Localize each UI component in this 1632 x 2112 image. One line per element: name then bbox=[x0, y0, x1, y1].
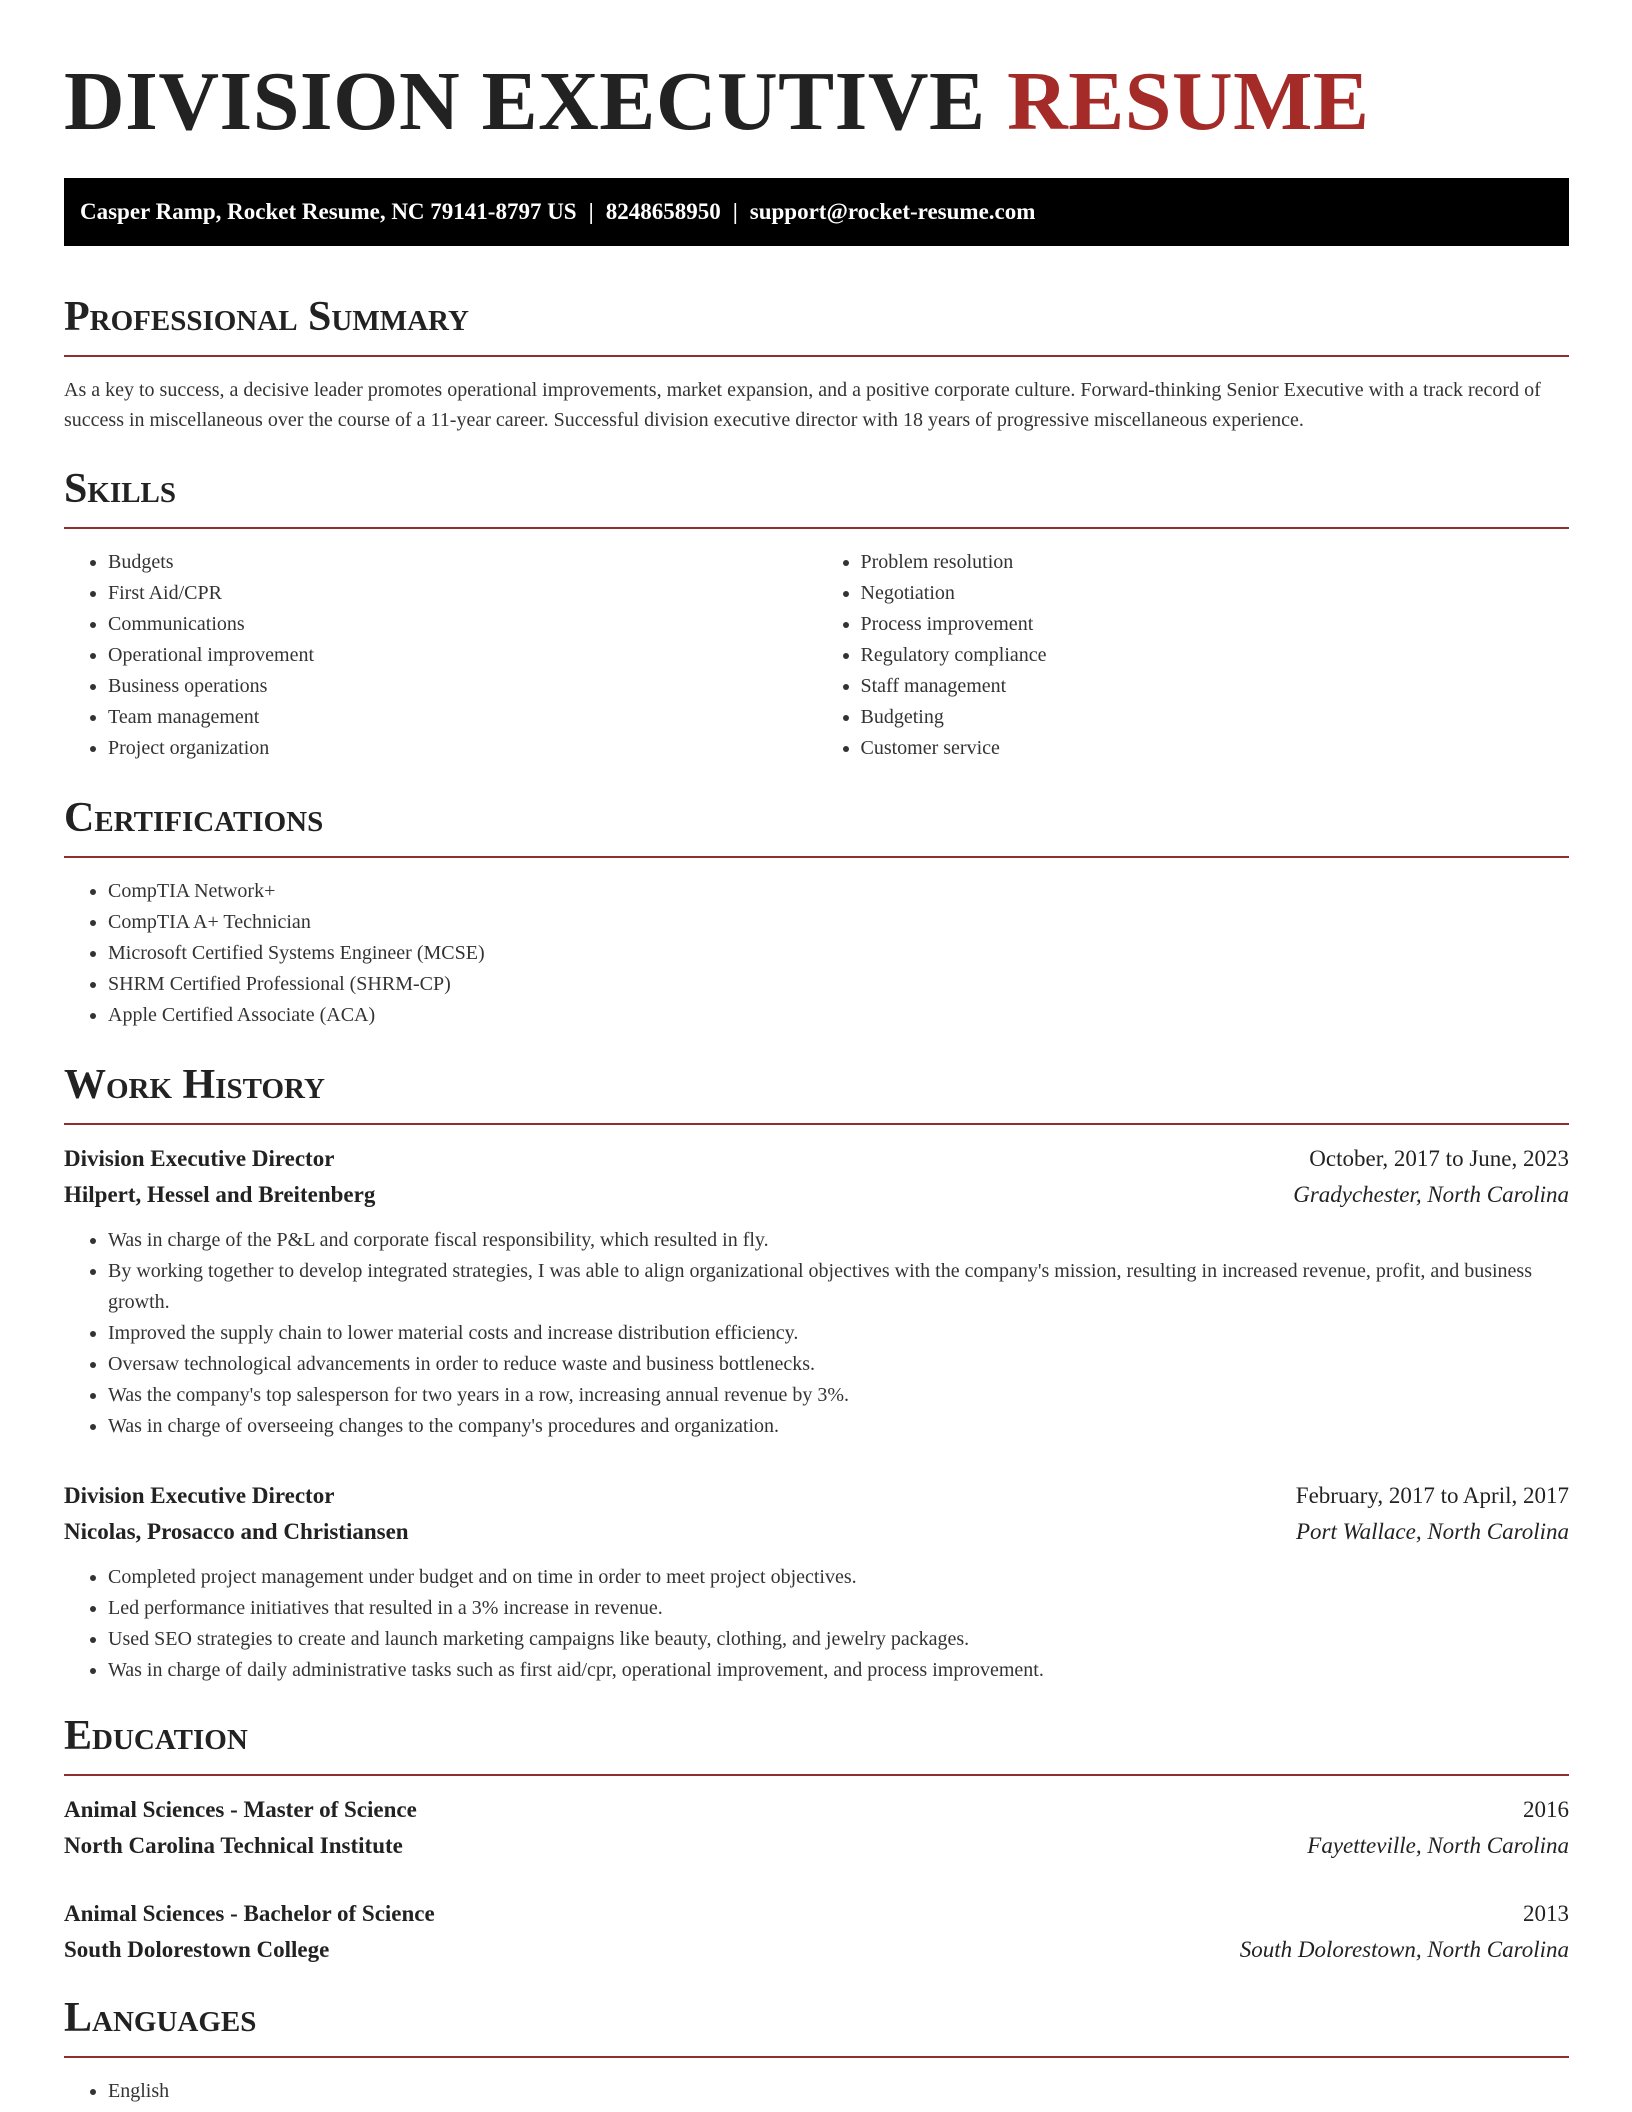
list-item: • Operational improvement bbox=[108, 640, 817, 671]
list-item: • CompTIA A+ Technician bbox=[108, 907, 1569, 938]
list-item: • Budgeting bbox=[861, 702, 1570, 733]
job-company-row bbox=[64, 1177, 1569, 1213]
education-section bbox=[64, 1708, 1569, 1968]
education-degree-row bbox=[64, 1896, 1569, 1932]
section-divider bbox=[64, 2056, 1569, 2058]
job-dates: October, 2017 to June, 2023 bbox=[1309, 1146, 1569, 1171]
education-school: North Carolina Technical Institute bbox=[64, 1833, 403, 1858]
list-item: • SHRM Certified Professional (SHRM-CP) bbox=[108, 969, 1569, 1000]
list-item: • Improved the supply chain to lower material costs and increase distribution efficiency. bbox=[108, 1318, 1569, 1349]
section-divider bbox=[64, 1774, 1569, 1776]
certifications-section bbox=[64, 790, 1569, 1031]
work-heading: Work History bbox=[64, 1062, 325, 1108]
languages-heading: Languages bbox=[64, 1995, 257, 2041]
contact-phone: 8248658950 bbox=[605, 199, 721, 224]
list-item: • Led performance initiatives that resulted in a 3% increase in revenue. bbox=[108, 1593, 1569, 1624]
job-title-row bbox=[64, 1141, 1569, 1177]
education-location: South Dolorestown, North Carolina bbox=[1239, 1937, 1569, 1962]
section-divider bbox=[64, 355, 1569, 357]
list-item: • Process improvement bbox=[861, 609, 1570, 640]
skills-heading: Skills bbox=[64, 466, 177, 512]
job-company: Nicolas, Prosacco and Christiansen bbox=[64, 1519, 409, 1544]
education-heading: Education bbox=[64, 1713, 248, 1759]
education-degree-row bbox=[64, 1792, 1569, 1828]
languages-list bbox=[64, 2076, 1569, 2107]
job-dates: February, 2017 to April, 2017 bbox=[1295, 1483, 1569, 1508]
job-title: Division Executive Director bbox=[64, 1146, 335, 1171]
job-entry bbox=[64, 1141, 1569, 1442]
work-section bbox=[64, 1057, 1569, 1686]
section-divider bbox=[64, 1123, 1569, 1125]
education-degree: Animal Sciences - Master of Science bbox=[64, 1797, 417, 1822]
job-entry bbox=[64, 1478, 1569, 1686]
list-item: • Was the company's top salesperson for two years in a row, increasing annual revenue by 3%. bbox=[108, 1380, 1569, 1411]
list-item: • First Aid/CPR bbox=[108, 578, 817, 609]
list-item: • Was in charge of the P&L and corporate fiscal responsibility, which resulted in fly. bbox=[108, 1225, 1569, 1256]
skills-list-left bbox=[64, 547, 817, 764]
summary-heading: Professional Summary bbox=[64, 294, 469, 340]
job-company: Hilpert, Hessel and Breitenberg bbox=[64, 1182, 376, 1207]
list-item: • Business operations bbox=[108, 671, 817, 702]
list-item: • Regulatory compliance bbox=[861, 640, 1570, 671]
list-item: • Apple Certified Associate (ACA) bbox=[108, 1000, 1569, 1031]
list-item: • English bbox=[108, 2076, 1569, 2107]
list-item: • Communications bbox=[108, 609, 817, 640]
education-entry bbox=[64, 1896, 1569, 1968]
certifications-list bbox=[64, 876, 1569, 1031]
list-item: • Oversaw technological advancements in order to reduce waste and business bottlenecks. bbox=[108, 1349, 1569, 1380]
skills-section bbox=[64, 461, 1569, 764]
education-school-row bbox=[64, 1828, 1569, 1864]
list-item: • Was in charge of overseeing changes to the company's procedures and organization. bbox=[108, 1411, 1569, 1442]
list-item: • Microsoft Certified Systems Engineer (MCSE) bbox=[108, 938, 1569, 969]
contact-separator: | bbox=[732, 199, 738, 224]
list-item: • Problem resolution bbox=[861, 547, 1570, 578]
list-item: • CompTIA Network+ bbox=[108, 876, 1569, 907]
education-school: South Dolorestown College bbox=[64, 1937, 330, 1962]
contact-separator: | bbox=[588, 199, 594, 224]
list-item: • Project organization bbox=[108, 733, 817, 764]
list-item: • Customer service bbox=[861, 733, 1570, 764]
list-item: • Budgets bbox=[108, 547, 817, 578]
summary-text: As a key to success, a decisive leader promotes operational improvements, market expansion, and a positive corporate culture. Forward-thinking Senior Executive with a track record of success in miscellaneous over the course of a 11-year career. Successful division executive director with 18 years of progressive miscellaneous experience. bbox=[64, 379, 1541, 431]
contact-email: support@rocket-resume.com bbox=[749, 199, 1036, 224]
job-bullets bbox=[64, 1225, 1569, 1442]
list-item: • Was in charge of daily administrative tasks such as first aid/cpr, operational improvement, and process improvement. bbox=[108, 1655, 1569, 1686]
list-item: • Staff management bbox=[861, 671, 1570, 702]
summary-section bbox=[64, 289, 1569, 435]
job-title: Division Executive Director bbox=[64, 1483, 335, 1508]
resume-title bbox=[64, 48, 1569, 156]
contact-bar bbox=[64, 178, 1569, 246]
certifications-heading: Certifications bbox=[64, 795, 324, 841]
list-item: • Completed project management under budget and on time in order to meet project objectives. bbox=[108, 1562, 1569, 1593]
education-entry bbox=[64, 1792, 1569, 1864]
list-item: • Negotiation bbox=[861, 578, 1570, 609]
education-degree: Animal Sciences - Bachelor of Science bbox=[64, 1901, 435, 1926]
job-company-row bbox=[64, 1514, 1569, 1550]
skills-list-right bbox=[817, 547, 1570, 764]
title-main: DIVISION EXECUTIVE bbox=[64, 55, 986, 148]
list-item: • By working together to develop integrated strategies, I was able to align organizational objectives with the company's mission, resulting in increased revenue, profit, and business growth. bbox=[108, 1256, 1569, 1318]
contact-address: Casper Ramp, Rocket Resume, NC 79141-8797 US bbox=[80, 199, 577, 224]
list-item: • Used SEO strategies to create and launch marketing campaigns like beauty, clothing, and jewelry packages. bbox=[108, 1624, 1569, 1655]
languages-section bbox=[64, 1990, 1569, 2107]
education-year: 2016 bbox=[1523, 1797, 1569, 1822]
job-title-row bbox=[64, 1478, 1569, 1514]
title-accent: RESUME bbox=[1007, 55, 1370, 148]
list-item: • Team management bbox=[108, 702, 817, 733]
education-year: 2013 bbox=[1523, 1901, 1569, 1926]
job-location: Port Wallace, North Carolina bbox=[1295, 1519, 1569, 1544]
section-divider bbox=[64, 856, 1569, 858]
job-bullets bbox=[64, 1562, 1569, 1686]
education-school-row bbox=[64, 1932, 1569, 1968]
job-location: Gradychester, North Carolina bbox=[1293, 1182, 1569, 1207]
education-location: Fayetteville, North Carolina bbox=[1307, 1833, 1569, 1858]
skills-grid bbox=[64, 529, 1569, 764]
